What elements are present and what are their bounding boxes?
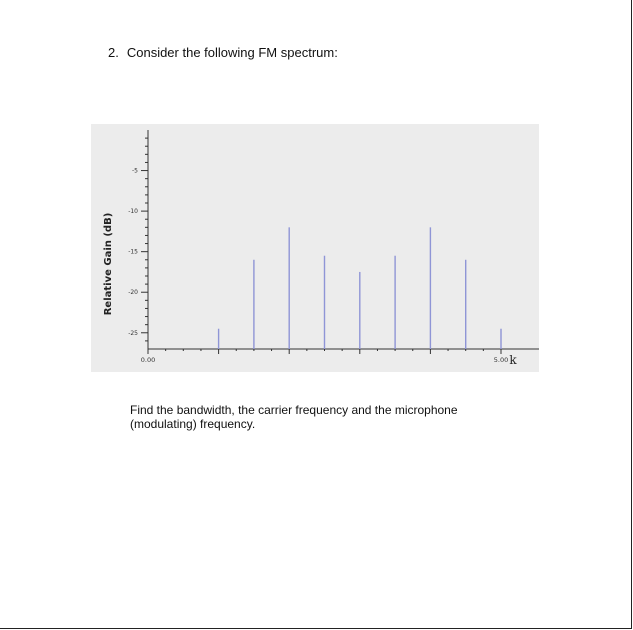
x-tick-suffix: k [509, 353, 517, 367]
spectrum-chart [91, 124, 539, 372]
y-tick-label: -5 [132, 167, 138, 175]
question-text: Consider the following FM spectrum: [126, 45, 338, 60]
question-heading [108, 45, 338, 60]
x-tick-label: 5.00 [493, 356, 509, 364]
question-number: 2. [108, 45, 119, 60]
followup-text: Find the bandwidth, the carrier frequency and the microphone (modulating) frequency. [130, 403, 458, 431]
y-axis-label: Relative Gain (dB) [103, 212, 114, 316]
y-tick-label: -10 [128, 208, 138, 216]
y-tick-label: -15 [128, 248, 138, 256]
x-tick-label: 0.00 [140, 356, 156, 364]
y-tick-label: -25 [128, 329, 138, 337]
spectrum-chart-svg [91, 124, 539, 372]
y-tick-label: -20 [128, 289, 138, 297]
